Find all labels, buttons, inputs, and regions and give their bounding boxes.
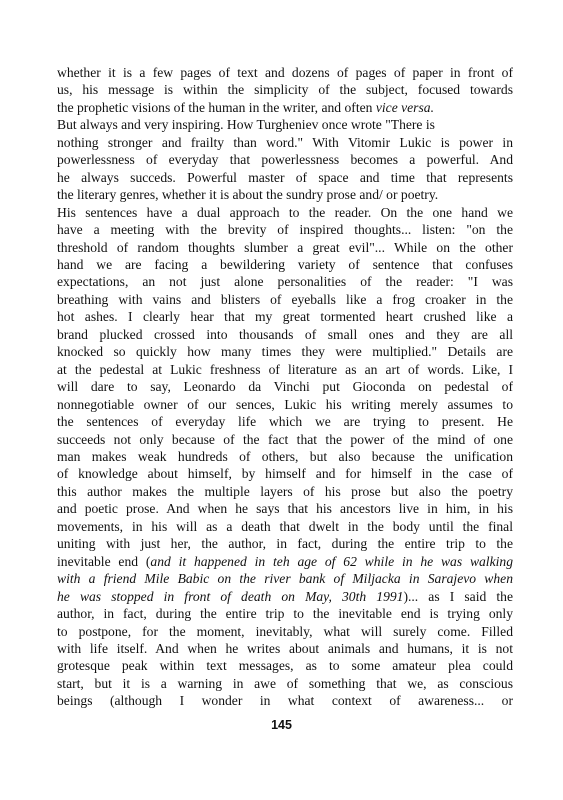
text-line [57, 431, 513, 448]
text-segment: His sentences have a dual approach to the reader. On the one hand we [57, 204, 513, 220]
italic-text-segment: he was stopped in front of death on May, 30th 1991 [57, 588, 404, 604]
text-segment: he always succeds. Powerful master of space and time that represents [57, 169, 513, 185]
text-segment: of knowledge about himself, by himself and for himself in the case of [57, 466, 513, 482]
text-line [57, 239, 513, 256]
text-segment: the literary genres, whether it is about the sundry prose and/ or poetry. [57, 187, 439, 203]
text-segment: inevitable end ( [57, 553, 151, 569]
text-line [57, 605, 513, 622]
text-line [57, 500, 513, 517]
text-segment: powerlessness of everyday that powerlessness becomes a powerful. And [57, 152, 513, 168]
text-line [57, 343, 513, 360]
text-segment: author, in fact, during the entire trip to the inevitable end is trying only [57, 606, 513, 622]
text-line [57, 692, 513, 709]
text-line [57, 326, 513, 343]
italic-text-segment: with a friend Mile Babic on the river bank of Miljacka in Sarajevo when [57, 571, 513, 587]
text-segment: movements, in his will as a death that dwelt in the body until the final [57, 518, 513, 534]
text-line [57, 570, 513, 587]
text-line [57, 116, 513, 133]
text-segment: grotesque peak within text messages, as to some amateur plea could [57, 658, 513, 674]
text-line [57, 588, 513, 605]
text-segment: the prophetic visions of the human in the writer, and often [57, 99, 376, 115]
text-line [57, 308, 513, 325]
text-segment: will dare to say, Leonardo da Vinchi put Gioconda on pedestal of [57, 379, 513, 395]
text-segment: with life itself. And when he writes about animals and humans, it is not [57, 640, 513, 656]
text-line [57, 518, 513, 535]
text-line [57, 64, 513, 81]
italic-text-segment: vice versa. [375, 99, 434, 115]
text-segment: the sentences of everyday life which we are trying to present. He [57, 414, 513, 430]
text-line [57, 186, 513, 203]
text-line [57, 413, 513, 430]
text-segment: threshold of random thoughts slumber a great evil"... While on the other [57, 239, 513, 255]
text-line [57, 465, 513, 482]
text-segment: start, but it is a warning in awe of something that we, as conscious [57, 675, 513, 691]
text-line [57, 378, 513, 395]
text-line [57, 151, 513, 168]
text-segment: have a meeting with the brevity of inspired thoughts... listen: "on the [57, 222, 513, 238]
text-segment: this author makes the multiple layers of his prose but also the poetry [57, 483, 513, 499]
text-segment: whether it is a few pages of text and dozens of pages of paper in front of [57, 65, 513, 80]
text-line [57, 361, 513, 378]
text-segment: )... as I said the [403, 588, 513, 604]
text-line [57, 623, 513, 640]
text-line [57, 169, 513, 186]
text-line [57, 657, 513, 674]
text-line [57, 134, 513, 151]
text-line [57, 640, 513, 657]
text-segment: knocked so quickly how many times they were multiplied." Details are [57, 344, 513, 360]
text-line [57, 675, 513, 692]
text-segment: breathing with vains and blisters of eyeballs like a frog croaker in the [57, 291, 513, 307]
text-line [57, 81, 513, 98]
text-segment: But always and very inspiring. How Turgheniev once wrote "There is [57, 117, 435, 133]
text-segment: us, his message is within the simplicity of the subject, focused towards [57, 82, 513, 98]
text-segment: man makes weak hundreds of others, but also because the unification [57, 448, 513, 464]
text-segment: nonnegotiable owner of our sences, Lukic his writing merely assumes to [57, 396, 513, 412]
text-segment: expectations, an not just alone personalities of the reader: "I was [57, 274, 513, 290]
text-line [57, 483, 513, 500]
text-segment: at the pedestal at Lukic freshness of literature as an art of words. Like, I [57, 361, 513, 377]
text-segment: nothing stronger and frailty than word." With Vitomir Lukic is power in [57, 134, 513, 150]
italic-text-segment: and it happened in teh age of 62 while in he was walking [150, 553, 513, 569]
text-segment: beings (although I wonder in what context of awareness... or [57, 693, 513, 709]
body-paragraph [57, 64, 513, 710]
text-line [57, 256, 513, 273]
text-segment: uniting with just her, the author, in fact, during the entire trip to the [57, 536, 513, 552]
text-line [57, 291, 513, 308]
text-segment: hand we are facing a bewildering variety of sentence that confuses [57, 256, 513, 272]
text-line [57, 396, 513, 413]
text-line [57, 221, 513, 238]
text-segment: brand plucked crossed into thousands of small ones and they are all [57, 326, 513, 342]
text-line [57, 448, 513, 465]
page-number: 145 [271, 718, 292, 732]
text-segment: and poetic prose. And when he says that his ancestors live in him, in his [57, 501, 513, 517]
text-line [57, 204, 513, 221]
text-segment: hot ashes. I clearly hear that my great tormented heart crushed like a [57, 309, 513, 325]
text-line [57, 535, 513, 552]
text-line [57, 99, 513, 116]
text-line [57, 553, 513, 570]
text-segment: succeeds not only because of the fact that the power of the mind of one [57, 431, 513, 447]
text-line [57, 273, 513, 290]
text-segment: to postpone, for the moment, inevitably, what will surely come. Filled [57, 623, 513, 639]
